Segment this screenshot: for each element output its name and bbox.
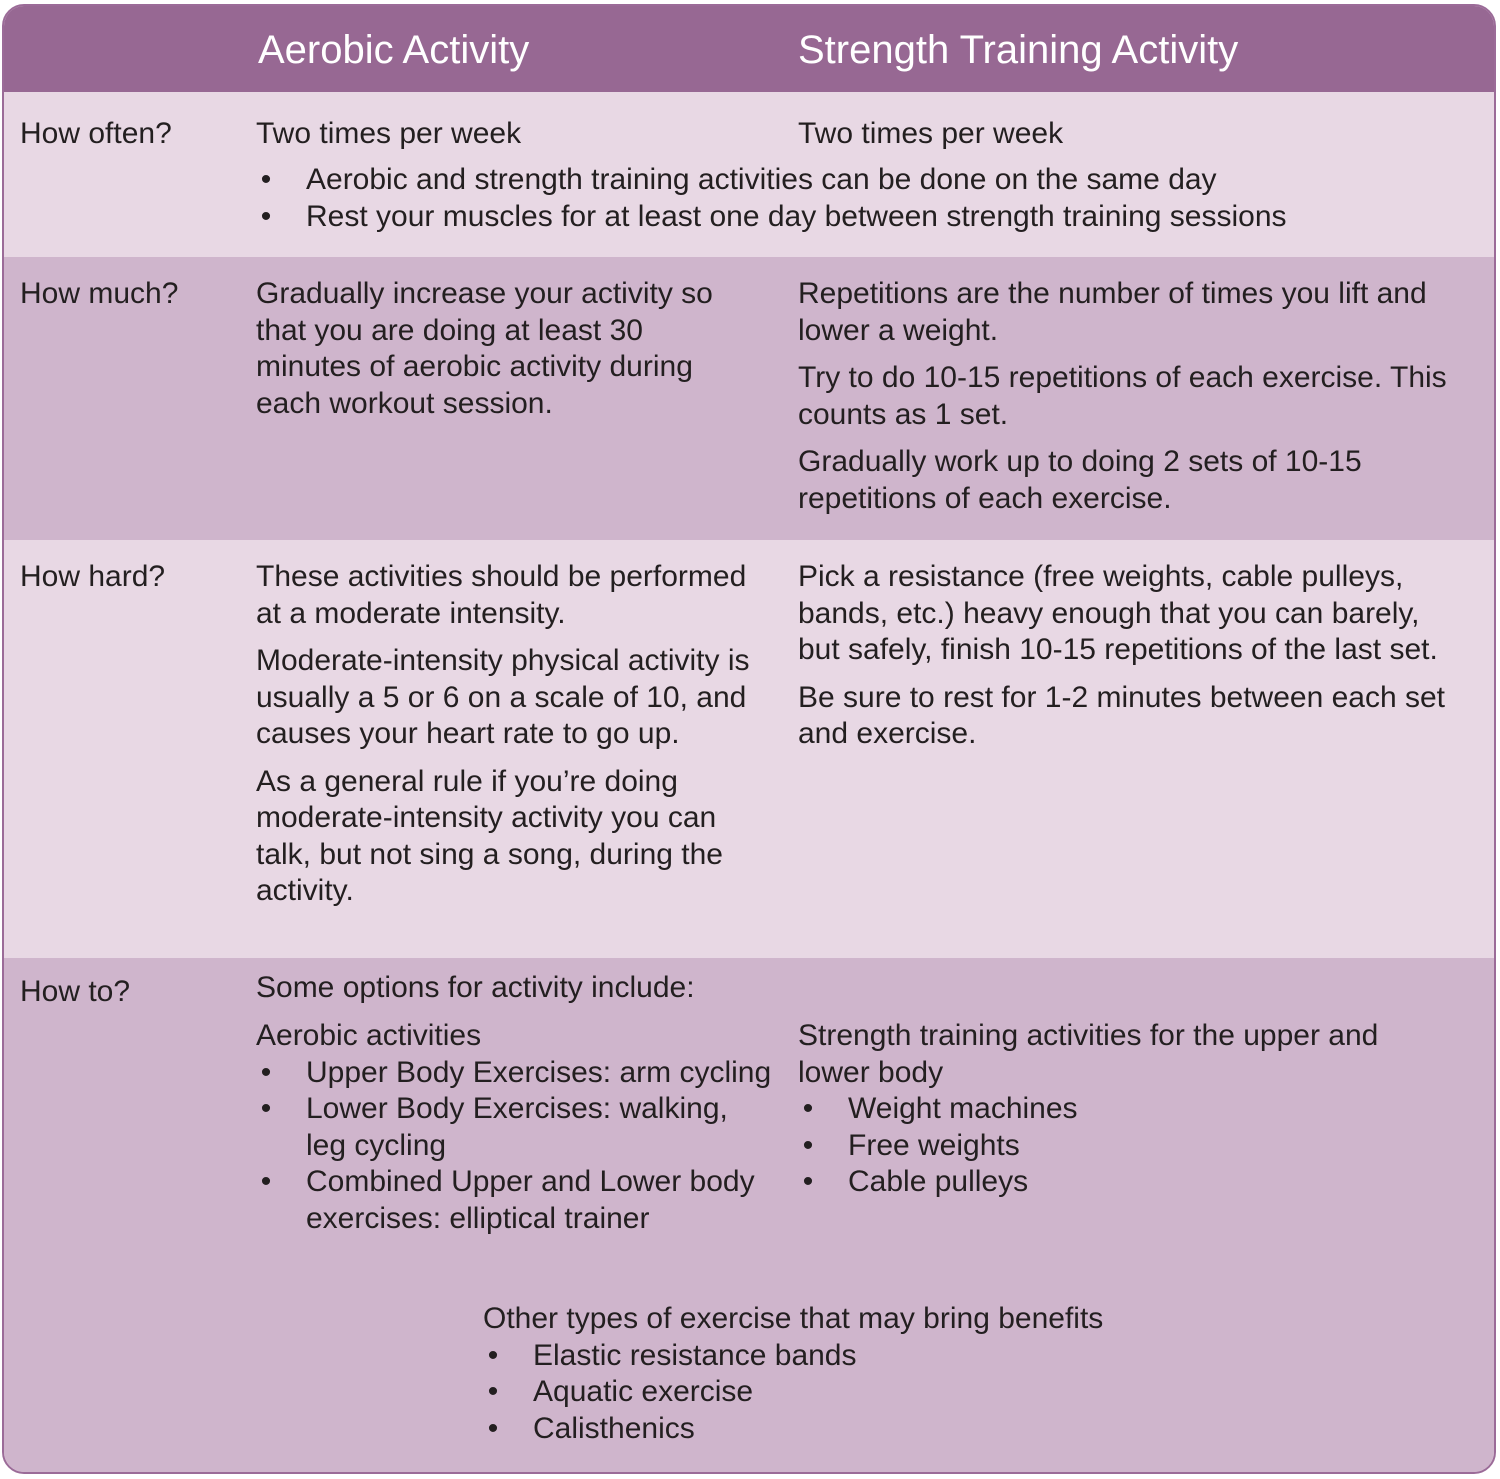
list-item: • Rest your muscles for at least one day between strength training sessions [256, 199, 1287, 236]
list-item: • Cable pulleys [798, 1164, 1448, 1201]
bullet-icon: • [487, 1375, 499, 1408]
list-item: • Aquatic exercise [483, 1374, 1283, 1411]
table-header [4, 6, 1494, 92]
strength-options [798, 1018, 1448, 1201]
bullet-icon: • [260, 163, 272, 196]
list-item: • Aerobic and strength training activities can be done on the same day [256, 162, 1287, 199]
exercise-guidelines-table [2, 4, 1496, 1474]
strength-frequency: Two times per week [798, 117, 1064, 150]
list-item: • Free weights [798, 1128, 1448, 1165]
list-item: • Upper Body Exercises: arm cycling [256, 1055, 776, 1092]
bullet-icon: • [487, 1411, 499, 1445]
strength-intensity: Pick a resistance (free weights, cable pulleys, bands, etc.) heavy enough that you can barely, but safely, finish 10-15 repetitions of the last set. Be sure to rest for 1-2 minutes between each set and exercise. [798, 560, 1446, 750]
aerobic-options-title: Aerobic activities [256, 1019, 482, 1052]
other-options-list [483, 1338, 1283, 1448]
bullet-icon: • [260, 1055, 272, 1089]
bullet-icon: • [260, 1165, 272, 1198]
bullet-icon: • [802, 1128, 814, 1162]
row-label: How much? [20, 277, 179, 310]
list-item: • Elastic resistance bands [483, 1338, 1283, 1375]
row-how-much [4, 257, 1494, 540]
list-item: • Calisthenics [483, 1411, 1283, 1448]
aerobic-options-list [256, 1055, 776, 1238]
aerobic-options [256, 1018, 776, 1237]
row-label: How often? [20, 117, 172, 150]
row-label: How to? [20, 975, 131, 1008]
strength-options-list [798, 1091, 1448, 1201]
aerobic-frequency: Two times per week [256, 117, 522, 150]
row-how-to [4, 958, 1494, 1474]
row-how-often [4, 92, 1494, 257]
bullet-icon: • [802, 1165, 814, 1198]
aerobic-amount: Gradually increase your activity so that you are doing at least 30 minutes of aerobic activity during each workout session. [256, 277, 713, 420]
header-strength: Strength Training Activity [798, 28, 1239, 72]
row-how-hard [4, 540, 1494, 958]
strength-amount: Repetitions are the number of times you lift and lower a weight. Try to do 10-15 repetitions of each exercise. This counts as 1 set. Gradually work up to doing 2 sets of 10-15 repetitions of each exercise. [798, 277, 1447, 515]
frequency-notes-list [256, 162, 1287, 235]
other-options [483, 1301, 1283, 1447]
bullet-icon: • [260, 1092, 272, 1125]
list-item: • Lower Body Exercises: walking, leg cycling [256, 1091, 776, 1164]
other-options-title: Other types of exercise that may bring benefits [483, 1302, 1104, 1335]
list-item: • Weight machines [798, 1091, 1448, 1128]
bullet-icon: • [487, 1338, 499, 1372]
strength-options-title: Strength training activities for the upper and lower body [798, 1019, 1379, 1089]
bullet-icon: • [802, 1092, 814, 1125]
bullet-icon: • [260, 199, 272, 233]
header-aerobic: Aerobic Activity [258, 28, 530, 72]
aerobic-intensity: These activities should be performed at a moderate intensity. Moderate-intensity physical activity is usually a 5 or 6 on a scale of 10, and causes your heart rate to go up. As a general rule if you’re doing moderate-intensity activity you can talk, but not sing a song, during the activity. [256, 560, 750, 907]
row-label: How hard? [20, 560, 166, 593]
options-intro: Some options for activity include: [256, 971, 695, 1004]
list-item: • Combined Upper and Lower body exercises: elliptical trainer [256, 1164, 776, 1237]
